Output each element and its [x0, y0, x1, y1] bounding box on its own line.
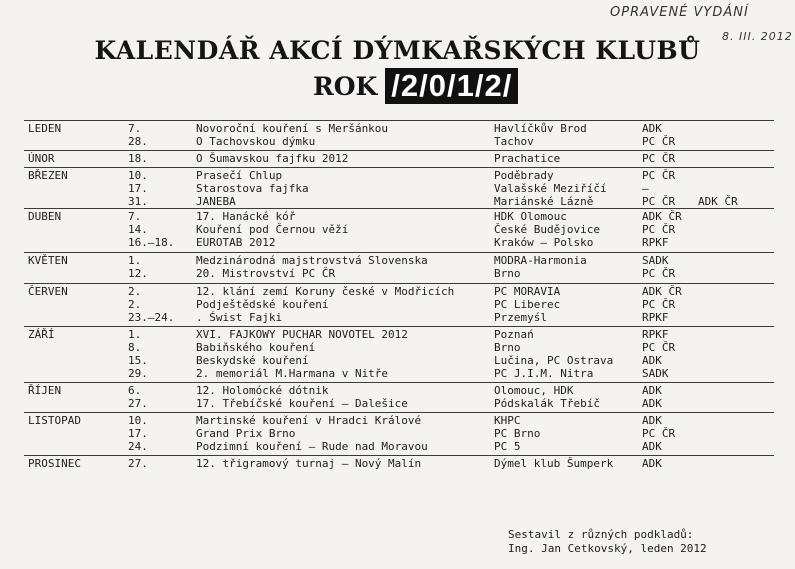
event-month: KVĚTEN — [28, 254, 68, 267]
event-place: Havlíčkův Brod — [494, 122, 587, 135]
event-name: 12. třigramový turnaj – Nový Malín — [196, 457, 422, 470]
event-row — [0, 341, 795, 355]
month-divider — [24, 412, 774, 413]
event-club: RPKF — [642, 236, 669, 249]
event-club: PC ČR — [642, 341, 676, 354]
event-row — [0, 223, 795, 237]
month-divider — [24, 326, 774, 327]
event-club: ADK — [642, 122, 662, 135]
event-club: ADK ČR — [642, 210, 682, 223]
event-place: MODRA-Harmonia — [494, 254, 587, 267]
event-name: JANEBA — [196, 195, 236, 208]
event-name: 2. memoriál M.Harmana v Nitře — [196, 367, 389, 380]
event-month: BŘEZEN — [28, 169, 68, 182]
event-row — [0, 182, 795, 196]
event-club: ADK — [642, 354, 662, 367]
event-club: RPKF — [642, 311, 669, 324]
event-club-secondary: ADK ČR — [698, 195, 738, 208]
event-name: 17. Hanácké kóř — [196, 210, 296, 223]
event-month: ČERVEN — [28, 285, 68, 298]
event-row — [0, 414, 795, 428]
event-row — [0, 267, 795, 281]
event-place: Kraków – Polsko — [494, 236, 594, 249]
event-club: PC ČR — [642, 152, 676, 165]
month-divider — [24, 283, 774, 284]
event-row — [0, 457, 795, 471]
event-place: Dýmel klub Šumperk — [494, 457, 614, 470]
event-name: Podještědské kouření — [196, 298, 329, 311]
event-name: O Šumavskou fajfku 2012 — [196, 152, 349, 165]
event-place: Lučina, PC Ostrava — [494, 354, 614, 367]
event-row — [0, 210, 795, 224]
event-name: O Tachovskou dýmku — [196, 135, 316, 148]
event-row — [0, 397, 795, 411]
event-name: 12. Holomócké dótnik — [196, 384, 329, 397]
event-club: ADK — [642, 384, 662, 397]
event-day: 15. — [128, 354, 148, 367]
event-place: PC 5 — [494, 440, 521, 453]
event-name: Novoroční kouření s Meršánkou — [196, 122, 389, 135]
page-title: KALENDÁŘ AKCÍ DÝMKAŘSKÝCH KLUBŮ — [94, 36, 701, 65]
event-club: ADK ČR — [642, 285, 682, 298]
event-day: 29. — [128, 367, 148, 380]
event-place: Poznań — [494, 328, 534, 341]
event-month: ZÁŘÍ — [28, 328, 55, 341]
month-divider — [24, 455, 774, 456]
event-row — [0, 384, 795, 398]
event-place: Brno — [494, 267, 521, 280]
event-club: RPKF — [642, 328, 669, 341]
event-day: 10. — [128, 414, 148, 427]
event-month: LISTOPAD — [28, 414, 81, 427]
event-day: 14. — [128, 223, 148, 236]
month-divider — [24, 120, 774, 121]
event-day: 31. — [128, 195, 148, 208]
event-day: 16.–18. — [128, 236, 175, 249]
event-club: – — [642, 182, 649, 195]
event-name: 12. klání zemí Koruny české v Modřicích — [196, 285, 455, 298]
event-day: 28. — [128, 135, 148, 148]
event-row — [0, 122, 795, 136]
event-place: KHPC — [494, 414, 521, 427]
event-place: Olomouc, HDK — [494, 384, 574, 397]
month-divider — [24, 150, 774, 151]
month-divider — [24, 382, 774, 383]
event-club: PC ČR — [642, 195, 676, 208]
footer-compiled-label: Sestavil z různých podkladů: — [508, 528, 694, 541]
event-club: ADK — [642, 440, 662, 453]
footer-author: Ing. Jan Cetkovský, leden 2012 — [508, 542, 707, 555]
event-name: 17. Třebíčské kouření – Dalešice — [196, 397, 408, 410]
handwritten-note: OPRAVENÉ VYDÁNÍ — [610, 5, 749, 20]
month-divider — [24, 167, 774, 168]
event-row — [0, 298, 795, 312]
event-club: PC ČR — [642, 135, 676, 148]
event-day: 23.–24. — [128, 311, 175, 324]
event-row — [0, 152, 795, 166]
event-name: Medzinárodná majstrovstvá Slovenska — [196, 254, 428, 267]
event-row — [0, 311, 795, 325]
event-club: PC ČR — [642, 298, 676, 311]
year-value: /2/0/1/2/ — [385, 68, 518, 104]
event-row — [0, 285, 795, 299]
event-row — [0, 328, 795, 342]
event-place: HDK Olomouc — [494, 210, 567, 223]
event-day: 27. — [128, 457, 148, 470]
event-place: Przemyśl — [494, 311, 547, 324]
event-club: ADK — [642, 457, 662, 470]
event-month: LEDEN — [28, 122, 62, 135]
event-month: DUBEN — [28, 210, 62, 223]
event-row — [0, 236, 795, 250]
event-name: Podzimní kouření – Rude nad Moravou — [196, 440, 428, 453]
event-row — [0, 354, 795, 368]
event-day: 1. — [128, 254, 142, 267]
event-day: 6. — [128, 384, 142, 397]
event-day: 2. — [128, 285, 142, 298]
event-name: . Świst Fajki — [196, 311, 283, 324]
event-day: 12. — [128, 267, 148, 280]
footer — [508, 528, 707, 556]
event-day: 2. — [128, 298, 142, 311]
event-place: PC MORAVIA — [494, 285, 561, 298]
event-day: 7. — [128, 210, 142, 223]
event-name: Prasečí Chlup — [196, 169, 283, 182]
month-divider — [24, 252, 774, 253]
event-name: Beskydské kouření — [196, 354, 309, 367]
event-place: PC Brno — [494, 427, 541, 440]
event-name: Babiňského kouření — [196, 341, 316, 354]
event-place: Tachov — [494, 135, 534, 148]
event-row — [0, 195, 795, 209]
event-name: Kouření pod Černou věží — [196, 223, 349, 236]
event-place: Prachatice — [494, 152, 561, 165]
event-row — [0, 254, 795, 268]
event-day: 10. — [128, 169, 148, 182]
event-place: České Budějovice — [494, 223, 600, 236]
event-row — [0, 427, 795, 441]
event-month: ÚNOR — [28, 152, 55, 165]
event-club: PC ČR — [642, 267, 676, 280]
event-day: 24. — [128, 440, 148, 453]
event-day: 8. — [128, 341, 142, 354]
event-month: ŘÍJEN — [28, 384, 62, 397]
event-place: Pódskalák Třebíč — [494, 397, 600, 410]
event-club: PC ČR — [642, 427, 676, 440]
event-place: PC Liberec — [494, 298, 561, 311]
event-club: PC ČR — [642, 223, 676, 236]
handwritten-date: 8. III. 2012 — [722, 30, 793, 43]
event-row — [0, 135, 795, 149]
event-club: PC ČR — [642, 169, 676, 182]
year-label: ROK — [313, 71, 378, 101]
event-day: 17. — [128, 427, 148, 440]
event-row — [0, 367, 795, 381]
event-month: PROSINEC — [28, 457, 81, 470]
event-club: ADK — [642, 414, 662, 427]
event-name: Martinské kouření v Hradci Králové — [196, 414, 422, 427]
event-day: 18. — [128, 152, 148, 165]
event-place: Brno — [494, 341, 521, 354]
event-place: Poděbrady — [494, 169, 554, 182]
event-row — [0, 169, 795, 183]
event-day: 17. — [128, 182, 148, 195]
event-day: 27. — [128, 397, 148, 410]
event-day: 7. — [128, 122, 142, 135]
event-name: XVI. FAJKOWY PUCHAR NOVOTEL 2012 — [196, 328, 408, 341]
event-club: SADK — [642, 254, 669, 267]
event-place: Valašské Meziříčí — [494, 182, 607, 195]
event-name: Starostova fajfka — [196, 182, 309, 195]
event-name: 20. Mistrovství PC ČR — [196, 267, 336, 280]
event-name: EUROTAB 2012 — [196, 236, 276, 249]
event-club: ADK — [642, 397, 662, 410]
event-row — [0, 440, 795, 454]
event-place: PC J.I.M. Nitra — [494, 367, 594, 380]
event-day: 1. — [128, 328, 142, 341]
event-name: Grand Prix Brno — [196, 427, 296, 440]
event-place: Mariánské Lázně — [494, 195, 594, 208]
event-club: SADK — [642, 367, 669, 380]
